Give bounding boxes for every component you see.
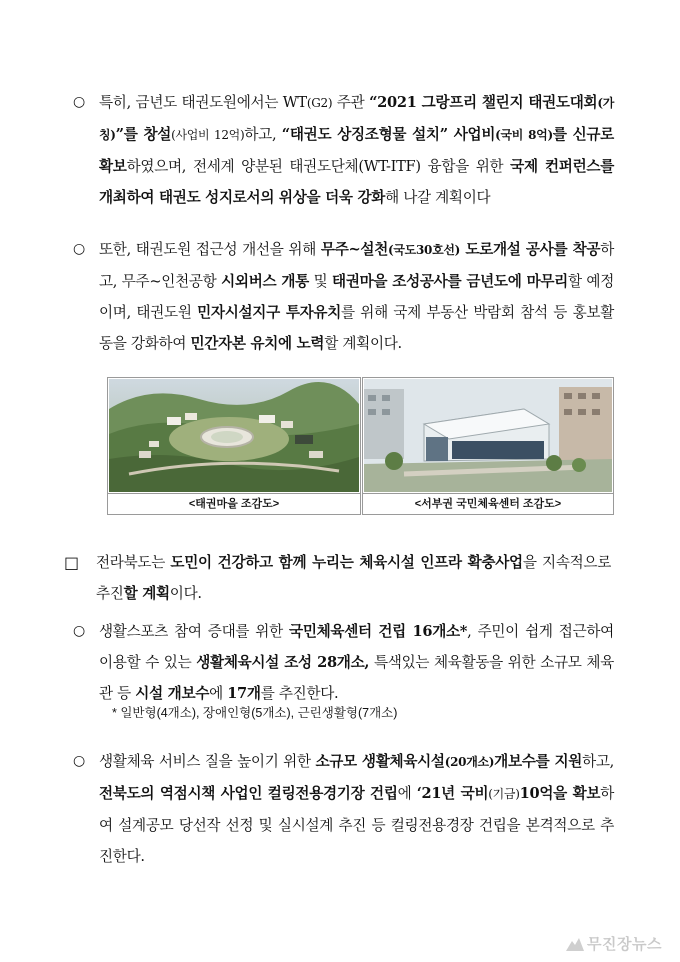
paragraph-grand-prix: ○ 특히, 금년도 태권도원에서는 WT(G2) 주관 “2021 그랑프리 챌린지 태권도대회(가칭)”를 창설(사업비 12억)하고, “태권도 상징조형물 설치” 사업비(국비 8억)를 신규로 확보하였으며, 전세계 양분된 태권도단체(WT-ITF) 융합을 위한 국제 컨퍼런스를 개최하여 태권도 성지로서의 위상을 더욱 강화해 나갈 계획이다	[99, 87, 614, 213]
square-bullet: □	[64, 553, 79, 572]
paragraph-sports-centers: ○ 생활스포츠 참여 증대를 위한 국민체육센터 건립 16개소*, 주민이 쉽게 접근하여 이용할 수 있는 생활체육시설 조성 28개소, 특색있는 체육활동을 위한 소규모 체육관 등 시설 개보수에 17개를 추진한다.	[99, 616, 614, 709]
footnote-center-types: * 일반형(4개소), 장애인형(5개소), 근린생활형(7개소)	[112, 706, 398, 720]
sports-center-illustration	[364, 379, 612, 492]
paragraph-access-improvement: ○ 또한, 태권도원 접근성 개선을 위해 무주~설천(국도30호선) 도로개설 공사를 착공하고, 무주~인천공항 시외버스 개통 및 태권마을 조성공사를 금년도에 마무리할 예정이며, 태권도원 민자시설지구 투자유치를 위해 국제 부동산 박람회 참석 등 홍보활동을 강화하여 민간자본 유치에 노력할 계획이다.	[99, 234, 614, 359]
figure-sports-center	[362, 377, 614, 515]
circle-bullet: ○	[73, 241, 85, 257]
figure-caption-right: <서부권 국민체육센터 조감도>	[363, 493, 613, 514]
figure-caption-left: <태권마을 조감도>	[108, 493, 360, 514]
watermark: 무진장뉴스	[566, 933, 662, 954]
paragraph-curling-stadium: ○ 생활체육 서비스 질을 높이기 위한 소규모 생활체육시설(20개소)개보수를 지원하고, 전북도의 역점시책 사업인 컬링전용경기장 건립에 ‘21년 국비(기금)10억을 확보하여 설계공모 당선작 선정 및 실시설계 추진 등 컬링전용경장 건립을 본격적으로 추진한다.	[99, 746, 614, 872]
mountain-logo-icon	[566, 937, 584, 951]
village-aerial-illustration	[109, 379, 359, 492]
sports-center-rendering	[364, 379, 612, 492]
circle-bullet: ○	[73, 623, 85, 639]
figure-taekwon-village	[107, 377, 361, 515]
taekwon-village-rendering	[109, 379, 359, 492]
circle-bullet: ○	[73, 94, 85, 110]
paragraph-infrastructure-plan: □ 전라북도는 도민이 건강하고 함께 누리는 체육시설 인프라 확충사업을 지속적으로 추진할 계획이다.	[96, 547, 611, 609]
circle-bullet: ○	[73, 753, 85, 769]
